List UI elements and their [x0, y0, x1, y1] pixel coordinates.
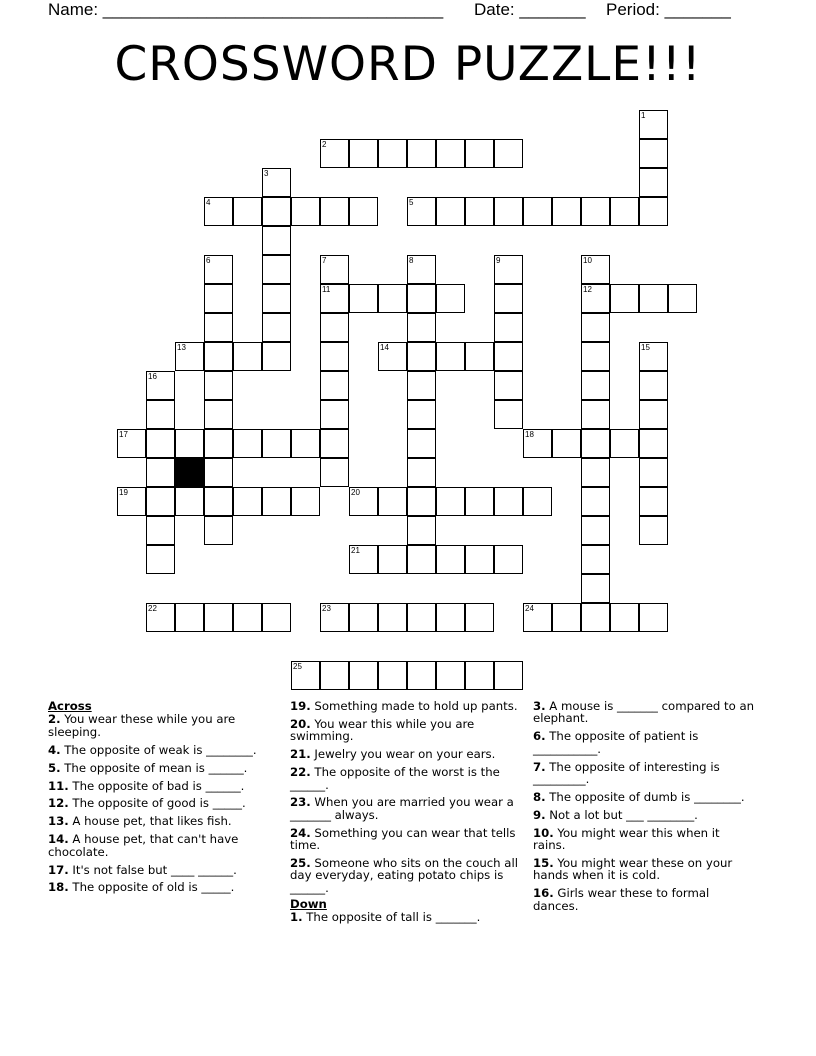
- grid-cell[interactable]: [204, 487, 233, 516]
- cell-number: 13: [177, 343, 186, 352]
- clue-item: [533, 827, 755, 852]
- grid-cell[interactable]: [494, 139, 523, 168]
- grid-cell[interactable]: [233, 487, 262, 516]
- grid-cell[interactable]: [639, 342, 668, 371]
- clue-item: [290, 718, 518, 743]
- clue-item: [48, 780, 270, 792]
- name-field[interactable]: Name: ____________________________________: [48, 0, 444, 19]
- clue-number: 11.: [48, 778, 69, 793]
- clue-number: 6.: [533, 729, 546, 744]
- clue-text: It's not false but ____ ______.: [68, 862, 237, 877]
- clue-text: Something you can wear that tells time.: [290, 825, 516, 853]
- grid-cell[interactable]: [639, 168, 668, 197]
- black-square: [175, 458, 204, 487]
- grid-cell[interactable]: [146, 371, 175, 400]
- grid-cell[interactable]: [204, 516, 233, 545]
- grid-cell[interactable]: [436, 661, 465, 690]
- clue-item: [533, 791, 755, 803]
- clue-number: 12.: [48, 796, 69, 811]
- clue-item: [48, 762, 270, 774]
- clue-text: You wear this while you are swimming.: [290, 716, 475, 744]
- clue-item: [48, 744, 270, 756]
- grid-cell[interactable]: [378, 661, 407, 690]
- clue-text: The opposite of bad is ______.: [68, 778, 245, 793]
- grid-cell[interactable]: [204, 603, 233, 632]
- cell-number: 11: [322, 285, 331, 294]
- grid-cell[interactable]: [610, 603, 639, 632]
- grid-cell[interactable]: [581, 313, 610, 342]
- cell-number: 4: [206, 198, 211, 207]
- grid-cell[interactable]: [465, 661, 494, 690]
- grid-cell[interactable]: [610, 429, 639, 458]
- cell-number: 16: [148, 372, 157, 381]
- grid-cell[interactable]: [436, 197, 465, 226]
- grid-cell[interactable]: [639, 516, 668, 545]
- clue-text: The opposite of the worst is the ______.: [290, 765, 500, 792]
- grid-cell[interactable]: [233, 603, 262, 632]
- grid-cell[interactable]: [581, 197, 610, 226]
- grid-cell[interactable]: [407, 400, 436, 429]
- clue-item: [290, 766, 518, 791]
- clue-text: Something made to hold up pants.: [310, 699, 518, 713]
- cell-number: 14: [380, 343, 389, 352]
- clue-text: When you are married you wear a _______ always.: [290, 795, 514, 822]
- clue-text: Someone who sits on the couch all day everyday, eating potato chips is ______.: [290, 856, 518, 895]
- grid-cell[interactable]: [639, 429, 668, 458]
- grid-cell[interactable]: [407, 661, 436, 690]
- grid-cell[interactable]: [407, 487, 436, 516]
- clue-number: 19.: [290, 699, 311, 713]
- clue-list: [48, 713, 270, 893]
- down-heading: Down: [290, 896, 327, 911]
- grid-cell[interactable]: [117, 429, 146, 458]
- grid-cell[interactable]: [581, 516, 610, 545]
- grid-cell[interactable]: [204, 458, 233, 487]
- grid-cell[interactable]: [349, 139, 378, 168]
- grid-cell[interactable]: [262, 429, 291, 458]
- cell-number: 22: [148, 604, 157, 613]
- clue-number: 13.: [48, 814, 69, 829]
- clue-number: 10.: [533, 825, 554, 840]
- clue-column-1: [48, 700, 270, 899]
- grid-cell[interactable]: [465, 545, 494, 574]
- grid-cell[interactable]: [320, 342, 349, 371]
- grid-cell[interactable]: [552, 603, 581, 632]
- grid-cell[interactable]: [407, 516, 436, 545]
- clue-item: [48, 881, 270, 893]
- clue-item: [533, 761, 755, 786]
- grid-cell[interactable]: [378, 487, 407, 516]
- clue-list: [290, 911, 518, 923]
- grid-cell[interactable]: [204, 400, 233, 429]
- grid-cell[interactable]: [262, 603, 291, 632]
- clue-item: [533, 887, 755, 912]
- clue-item: [48, 713, 270, 738]
- clue-item: [533, 730, 755, 755]
- clue-item: [290, 827, 518, 852]
- grid-cell[interactable]: [204, 342, 233, 371]
- grid-cell[interactable]: [436, 139, 465, 168]
- clue-item: [48, 815, 270, 827]
- grid-cell[interactable]: [639, 458, 668, 487]
- clue-number: 2.: [48, 712, 61, 727]
- grid-cell[interactable]: [320, 284, 349, 313]
- cell-number: 15: [641, 343, 650, 352]
- grid-cell[interactable]: [320, 197, 349, 226]
- cell-number: 5: [409, 198, 414, 207]
- grid-cell[interactable]: [175, 603, 204, 632]
- clue-text: A house pet, that can't have chocolate.: [48, 832, 239, 859]
- grid-cell[interactable]: [320, 429, 349, 458]
- cell-number: 7: [322, 256, 327, 265]
- cell-number: 1: [641, 111, 646, 120]
- grid-cell[interactable]: [581, 603, 610, 632]
- grid-cell[interactable]: [349, 197, 378, 226]
- cell-number: 21: [351, 546, 360, 555]
- cell-number: 18: [525, 430, 534, 439]
- grid-cell[interactable]: [581, 429, 610, 458]
- grid-cell[interactable]: [407, 284, 436, 313]
- grid-cell[interactable]: [233, 429, 262, 458]
- grid-cell[interactable]: [523, 603, 552, 632]
- grid-cell[interactable]: [581, 545, 610, 574]
- grid-cell[interactable]: [407, 342, 436, 371]
- grid-cell[interactable]: [291, 197, 320, 226]
- grid-cell[interactable]: [407, 429, 436, 458]
- grid-cell[interactable]: [494, 255, 523, 284]
- period-field[interactable]: Period: _______: [606, 0, 731, 19]
- page-title: CROSSWORD PUZZLE!!!: [114, 37, 702, 92]
- grid-cell[interactable]: [175, 429, 204, 458]
- cell-number: 8: [409, 256, 414, 265]
- clue-item: [533, 700, 755, 725]
- grid-cell[interactable]: [407, 371, 436, 400]
- grid-cell[interactable]: [639, 400, 668, 429]
- grid-cell[interactable]: [436, 603, 465, 632]
- grid-cell[interactable]: [581, 574, 610, 603]
- grid-cell[interactable]: [494, 342, 523, 371]
- grid-cell[interactable]: [291, 661, 320, 690]
- grid-cell[interactable]: [349, 545, 378, 574]
- grid-cell[interactable]: [581, 255, 610, 284]
- grid-cell[interactable]: [291, 487, 320, 516]
- clue-number: 1.: [290, 910, 303, 925]
- grid-cell[interactable]: [349, 661, 378, 690]
- clue-text: Girls wear these to formal dances.: [533, 886, 710, 913]
- clue-number: 14.: [48, 832, 69, 847]
- grid-cell[interactable]: [581, 487, 610, 516]
- grid-cell[interactable]: [639, 139, 668, 168]
- grid-cell[interactable]: [494, 371, 523, 400]
- grid-cell[interactable]: [262, 226, 291, 255]
- grid-cell[interactable]: [407, 313, 436, 342]
- clue-number: 15.: [533, 856, 554, 871]
- grid-cell[interactable]: [523, 197, 552, 226]
- grid-cell[interactable]: [233, 197, 262, 226]
- grid-cell[interactable]: [233, 342, 262, 371]
- grid-cell[interactable]: [610, 284, 639, 313]
- grid-cell[interactable]: [407, 139, 436, 168]
- clue-item: [48, 833, 270, 858]
- grid-cell[interactable]: [581, 371, 610, 400]
- clue-item: [290, 700, 518, 712]
- clue-item: [48, 864, 270, 876]
- grid-cell[interactable]: [639, 487, 668, 516]
- grid-cell[interactable]: [465, 342, 494, 371]
- grid-cell[interactable]: [146, 545, 175, 574]
- grid-cell[interactable]: [436, 545, 465, 574]
- grid-cell[interactable]: [378, 545, 407, 574]
- clue-number: 20.: [290, 716, 311, 731]
- grid-cell[interactable]: [639, 197, 668, 226]
- grid-cell[interactable]: [639, 110, 668, 139]
- clue-list: [290, 700, 518, 894]
- clue-text: The opposite of mean is ______.: [60, 760, 248, 775]
- grid-cell[interactable]: [639, 284, 668, 313]
- grid-cell[interactable]: [407, 458, 436, 487]
- clue-number: 16.: [533, 886, 554, 901]
- grid-cell[interactable]: [262, 168, 291, 197]
- clue-text: The opposite of dumb is ________.: [545, 789, 745, 804]
- grid-cell[interactable]: [465, 139, 494, 168]
- clue-text: The opposite of patient is ___________.: [533, 729, 699, 756]
- clue-item: [533, 857, 755, 882]
- clue-number: 25.: [290, 856, 311, 871]
- grid-cell[interactable]: [494, 197, 523, 226]
- clue-item: [290, 857, 518, 894]
- grid-cell[interactable]: [407, 255, 436, 284]
- grid-cell[interactable]: [378, 342, 407, 371]
- cell-number: 24: [525, 604, 534, 613]
- grid-cell[interactable]: [494, 400, 523, 429]
- grid-cell[interactable]: [494, 545, 523, 574]
- grid-cell[interactable]: [610, 197, 639, 226]
- grid-cell[interactable]: [407, 197, 436, 226]
- grid-cell[interactable]: [204, 313, 233, 342]
- grid-cell[interactable]: [494, 313, 523, 342]
- clue-column-2: [290, 700, 518, 929]
- grid-cell[interactable]: [552, 197, 581, 226]
- cell-number: 6: [206, 256, 211, 265]
- grid-cell[interactable]: [436, 342, 465, 371]
- clue-text: The opposite of old is _____.: [68, 880, 235, 895]
- grid-cell[interactable]: [320, 371, 349, 400]
- grid-cell[interactable]: [146, 400, 175, 429]
- grid-cell[interactable]: [436, 487, 465, 516]
- grid-cell[interactable]: [204, 284, 233, 313]
- grid-cell[interactable]: [320, 603, 349, 632]
- clue-number: 9.: [533, 807, 546, 822]
- date-field[interactable]: Date: _______: [474, 0, 586, 19]
- clue-item: [290, 748, 518, 760]
- clue-number: 24.: [290, 825, 311, 840]
- grid-cell[interactable]: [523, 487, 552, 516]
- clue-list: [533, 700, 755, 912]
- clue-number: 3.: [533, 699, 546, 713]
- clue-text: You might wear this when it rains.: [533, 825, 720, 853]
- grid-cell[interactable]: [262, 284, 291, 313]
- grid-cell[interactable]: [262, 255, 291, 284]
- clue-column-3: [533, 700, 755, 918]
- cell-number: 25: [293, 662, 302, 671]
- grid-cell[interactable]: [581, 400, 610, 429]
- grid-cell[interactable]: [204, 429, 233, 458]
- grid-cell[interactable]: [668, 284, 697, 313]
- grid-cell[interactable]: [204, 197, 233, 226]
- grid-cell[interactable]: [494, 487, 523, 516]
- clue-text: A house pet, that likes fish.: [68, 814, 232, 829]
- clue-item: [290, 911, 518, 923]
- grid-cell[interactable]: [378, 284, 407, 313]
- grid-cell[interactable]: [552, 429, 581, 458]
- grid-cell[interactable]: [175, 342, 204, 371]
- clue-text: Jewelry you wear on your ears.: [310, 747, 496, 762]
- clue-number: 4.: [48, 742, 61, 757]
- clue-text: You might wear these on your hands when it is cold.: [533, 856, 733, 883]
- cell-number: 3: [264, 169, 269, 178]
- grid-cell[interactable]: [204, 371, 233, 400]
- grid-cell[interactable]: [581, 284, 610, 313]
- across-heading: Across: [48, 699, 92, 713]
- grid-cell[interactable]: [494, 661, 523, 690]
- grid-cell[interactable]: [465, 487, 494, 516]
- grid-cell[interactable]: [146, 516, 175, 545]
- grid-cell[interactable]: [581, 458, 610, 487]
- grid-cell[interactable]: [378, 139, 407, 168]
- cell-number: 19: [119, 488, 128, 497]
- grid-cell[interactable]: [204, 255, 233, 284]
- grid-cell[interactable]: [146, 458, 175, 487]
- clue-number: 7.: [533, 759, 546, 774]
- grid-cell[interactable]: [262, 342, 291, 371]
- grid-cell[interactable]: [378, 603, 407, 632]
- grid-cell[interactable]: [262, 487, 291, 516]
- clue-number: 23.: [290, 795, 311, 810]
- grid-cell[interactable]: [465, 197, 494, 226]
- grid-cell[interactable]: [320, 458, 349, 487]
- grid-cell[interactable]: [349, 603, 378, 632]
- cell-number: 23: [322, 604, 331, 613]
- grid-cell[interactable]: [262, 197, 291, 226]
- grid-cell[interactable]: [320, 661, 349, 690]
- grid-cell[interactable]: [639, 603, 668, 632]
- grid-cell[interactable]: [407, 603, 436, 632]
- grid-cell[interactable]: [639, 371, 668, 400]
- cell-number: 2: [322, 140, 327, 149]
- grid-cell[interactable]: [494, 284, 523, 313]
- clue-number: 18.: [48, 880, 69, 895]
- clue-number: 17.: [48, 862, 69, 877]
- grid-cell[interactable]: [407, 545, 436, 574]
- grid-cell[interactable]: [436, 284, 465, 313]
- clue-number: 5.: [48, 760, 61, 775]
- clue-text: Not a lot but ___ ________.: [545, 807, 698, 822]
- grid-cell[interactable]: [349, 487, 378, 516]
- clue-item: [290, 796, 518, 821]
- clue-text: You wear these while you are sleeping.: [48, 712, 236, 739]
- clue-number: 21.: [290, 747, 311, 762]
- grid-cell[interactable]: [291, 429, 320, 458]
- clue-text: A mouse is _______ compared to an elephant.: [533, 699, 755, 726]
- clue-text: The opposite of weak is ________.: [60, 742, 257, 757]
- grid-cell[interactable]: [146, 603, 175, 632]
- grid-cell[interactable]: [320, 139, 349, 168]
- cell-number: 20: [351, 488, 360, 497]
- grid-cell[interactable]: [349, 284, 378, 313]
- cell-number: 17: [119, 430, 128, 439]
- clue-text: The opposite of interesting is _________.: [533, 759, 720, 787]
- grid-cell[interactable]: [465, 603, 494, 632]
- clue-number: 8.: [533, 789, 546, 804]
- clue-number: 22.: [290, 765, 311, 780]
- grid-cell[interactable]: [523, 429, 552, 458]
- grid-cell[interactable]: [320, 255, 349, 284]
- clue-text: The opposite of good is _____.: [68, 796, 246, 811]
- cell-number: 12: [583, 285, 592, 294]
- grid-cell[interactable]: [581, 342, 610, 371]
- grid-cell[interactable]: [262, 313, 291, 342]
- grid-cell[interactable]: [320, 400, 349, 429]
- clue-text: The opposite of tall is _______.: [302, 910, 481, 925]
- clue-item: [533, 809, 755, 821]
- grid-cell[interactable]: [320, 313, 349, 342]
- clue-item: [48, 797, 270, 809]
- grid-cell[interactable]: [146, 429, 175, 458]
- cell-number: 9: [496, 256, 501, 265]
- grid-cell[interactable]: [146, 487, 175, 516]
- cell-number: 10: [583, 256, 592, 265]
- grid-cell[interactable]: [117, 487, 146, 516]
- grid-cell[interactable]: [175, 487, 204, 516]
